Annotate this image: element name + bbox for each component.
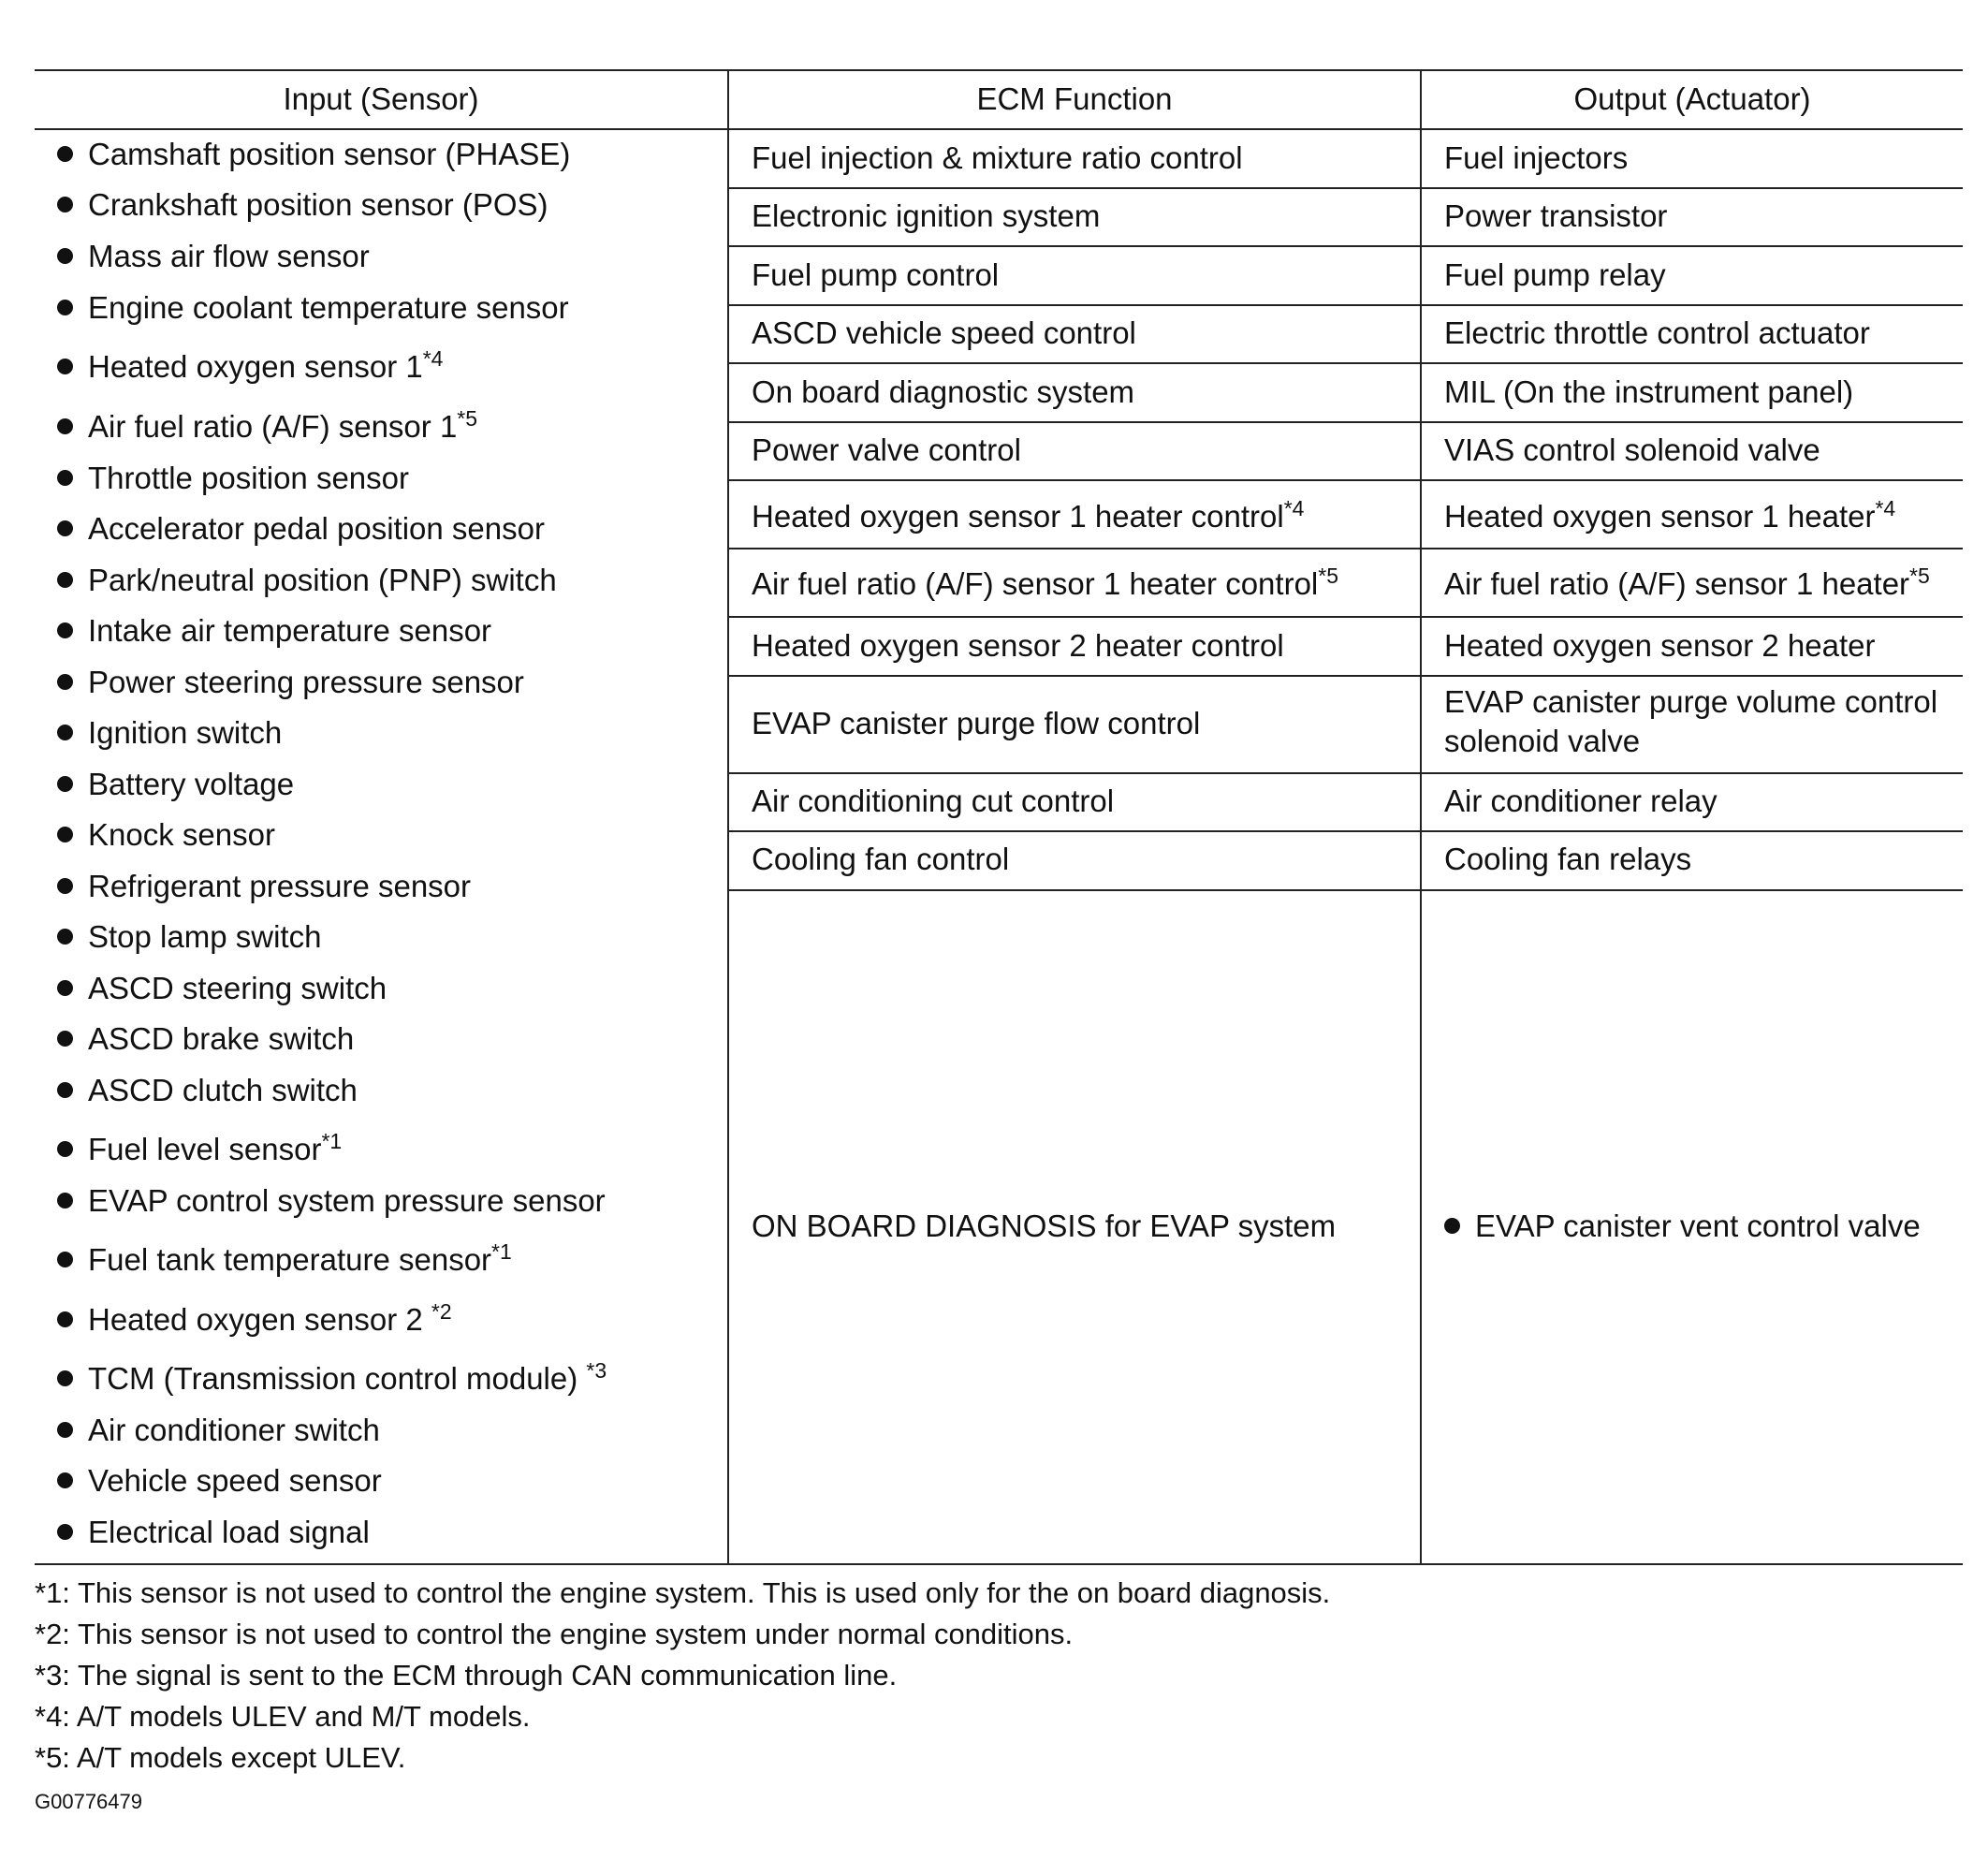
ecm-function-cell: Air conditioning cut control [752,784,1115,818]
header-ecm-function: ECM Function [976,81,1173,116]
output-cell: Cooling fan relays [1444,842,1692,876]
bullet-icon [57,827,73,842]
list-item: Throttle position sensor [57,461,409,496]
bullet-icon [57,878,73,894]
bullet-icon [57,248,73,264]
ecm-function-cell: Electronic ignition system [752,198,1101,233]
list-item: Stop lamp switch [57,919,321,955]
ecm-function-cell: Air fuel ratio (A/F) sensor 1 heater control$^{*5}$ [752,564,1338,601]
list-item: Heated oxygen sensor 1$^{*4}$ [57,349,443,385]
bullet-icon [57,1082,73,1098]
output-cell: Power transistor [1444,198,1668,233]
list-item: Park/neutral position (PNP) switch [57,563,557,598]
bullet-icon [57,300,73,315]
ecm-function-cell: Fuel pump control [752,257,1000,292]
output-cell: VIAS control solenoid valve [1444,432,1820,467]
bullet-icon [57,418,73,434]
bullet-icon [57,1422,73,1438]
footnote-3: *3: The signal is sent to the ECM through CAN communication line. [35,1659,898,1692]
output-cell-evap: EVAP canister vent control valve [1444,1208,1921,1245]
list-item: Crankshaft position sensor (POS) [57,187,548,223]
list-item: Electrical load signal [57,1515,370,1550]
output-cell: Heated oxygen sensor 2 heater [1444,628,1876,663]
list-item: Power steering pressure sensor [57,665,524,700]
bullet-icon [57,520,73,536]
ecm-function-cell: Fuel injection & mixture ratio control [752,140,1243,175]
list-item: Fuel tank temperature sensor$^{*1}$ [57,1242,512,1278]
list-item: Camshaft position sensor (PHASE) [57,137,570,172]
output-cell: Electric throttle control actuator [1444,315,1870,350]
list-item: Intake air temperature sensor [57,613,491,649]
bullet-icon [57,980,73,996]
output-cell: MIL (On the instrument panel) [1444,374,1854,409]
list-item: Heated oxygen sensor 2 $^{*2}$ [57,1302,452,1338]
bullet-icon [57,776,73,792]
ecm-function-cell-evap: ON BOARD DIAGNOSIS for EVAP system [752,1208,1337,1243]
row-separator [727,830,1963,832]
bullet-icon [57,1311,73,1327]
list-item: Mass air flow sensor [57,239,370,274]
row-separator [727,421,1963,423]
ecm-function-cell: Cooling fan control [752,842,1010,876]
footnote-5: *5: A/T models except ULEV. [35,1741,406,1774]
row-separator [727,304,1963,306]
row-separator [727,616,1963,618]
list-item: TCM (Transmission control module) $^{*3}$ [57,1361,607,1397]
header-bottom-border [35,128,1963,130]
footnotes [35,1573,1330,1779]
bullet-icon [57,1193,73,1208]
bullet-icon [57,470,73,486]
table-bottom-border [35,1563,1963,1565]
list-item: Air fuel ratio (A/F) sensor 1$^{*5}$ [57,409,477,445]
list-item: Fuel level sensor$^{*1}$ [57,1132,342,1167]
footnote-2: *2: This sensor is not used to control the engine system under normal conditions. [35,1618,1074,1650]
header-input: Input (Sensor) [283,81,479,116]
list-item: Battery voltage [57,767,294,802]
list-item: Accelerator pedal position sensor [57,511,545,547]
ecm-function-cell: Heated oxygen sensor 1 heater control$^{*4}$ [752,496,1305,534]
bullet-icon [57,1252,73,1267]
output-cell: Fuel injectors [1444,140,1629,175]
output-cell: Fuel pump relay [1444,257,1666,292]
row-separator [727,772,1963,774]
list-item: Air conditioner switch [57,1413,380,1448]
output-cell: Heated oxygen sensor 1 heater$^{*4}$ [1444,496,1896,534]
bullet-icon [57,359,73,374]
bullet-icon [57,674,73,690]
row-separator [727,245,1963,247]
column-divider-1 [727,69,729,1565]
list-item: Refrigerant pressure sensor [57,869,471,904]
ecm-function-cell: EVAP canister purge flow control [752,706,1201,740]
table-top-border [35,69,1963,71]
bullet-icon [57,1370,73,1386]
bullet-icon [1444,1218,1460,1234]
row-separator [727,548,1963,549]
bullet-icon [57,1472,73,1488]
bullet-icon [57,572,73,588]
list-item: EVAP control system pressure sensor [57,1183,606,1219]
bullet-icon [57,725,73,740]
bullet-icon [57,1031,73,1047]
output-cell: Air conditioner relay [1444,784,1718,818]
footnote-1: *1: This sensor is not used to control the engine system. This is used only for the on board diagnosis. [35,1576,1331,1609]
header-output: Output (Actuator) [1573,81,1811,116]
row-separator [727,675,1963,677]
figure-code: G00776479 [35,1790,142,1813]
row-separator [727,362,1963,364]
row-separator [727,187,1963,189]
ecm-function-cell: On board diagnostic system [752,374,1135,409]
list-item: Vehicle speed sensor [57,1463,382,1499]
ecm-function-table [35,69,1963,1565]
footnote-4: *4: A/T models ULEV and M/T models. [35,1700,531,1733]
bullet-icon [57,146,73,162]
list-item: ASCD clutch switch [57,1073,358,1108]
list-item: ASCD steering switch [57,971,387,1006]
bullet-icon [57,197,73,212]
list-item: ASCD brake switch [57,1021,354,1057]
column-divider-2 [1420,69,1422,1565]
ecm-function-cell: Power valve control [752,432,1021,467]
bullet-icon [57,1524,73,1540]
output-cell: EVAP canister purge volume control solenoid valve [1444,684,1938,758]
list-item: Engine coolant temperature sensor [57,290,569,326]
list-item: Ignition switch [57,715,282,751]
bullet-icon [57,929,73,945]
bullet-icon [57,1141,73,1157]
output-cell: Air fuel ratio (A/F) sensor 1 heater$^{*5}$ [1444,564,1930,601]
bullet-icon [57,623,73,638]
ecm-function-cell: Heated oxygen sensor 2 heater control [752,628,1284,663]
list-item: Knock sensor [57,817,275,853]
ecm-function-cell: ASCD vehicle speed control [752,315,1136,350]
row-separator [727,889,1963,891]
row-separator [727,479,1963,481]
